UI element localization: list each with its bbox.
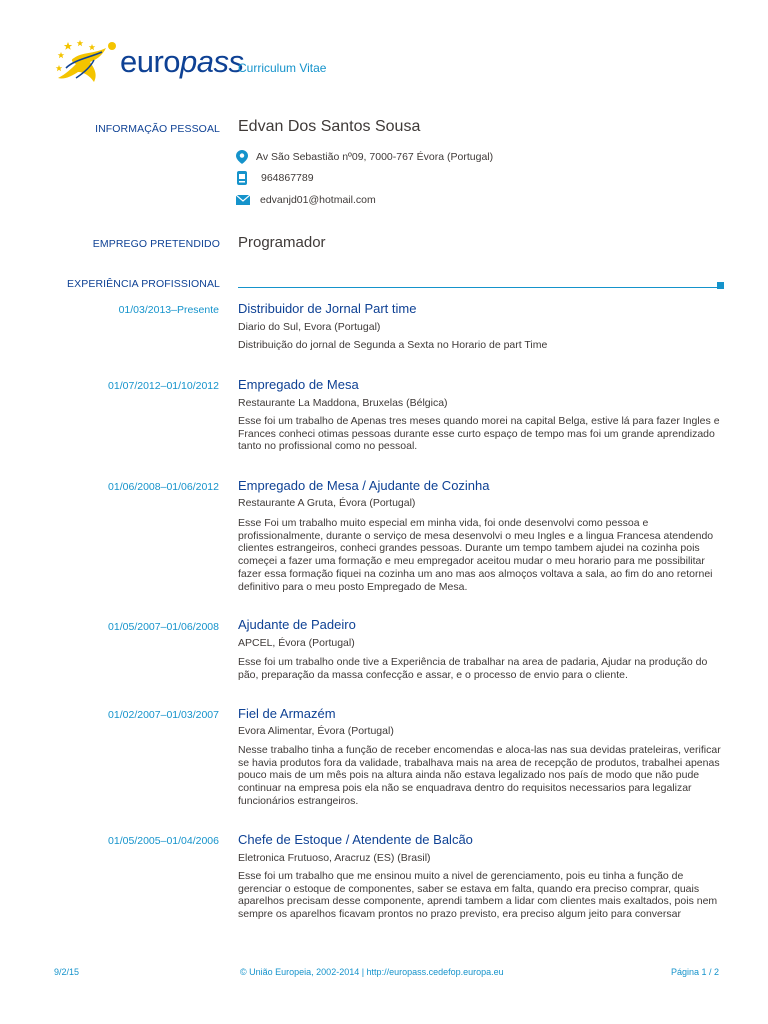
section-divider: [238, 287, 718, 288]
experience-title: Ajudante de Padeiro: [238, 617, 356, 632]
experience-employer: Evora Alimentar, Évora (Portugal): [238, 725, 394, 737]
section-label-desired-job: EMPREGO PRETENDIDO: [92, 238, 220, 250]
experience-description: Distribuição do jornal de Segunda a Sexta no Horario de part Time: [238, 339, 548, 351]
experience-dates: 01/05/2005–01/04/2006: [108, 835, 219, 847]
experience-employer: APCEL, Évora (Portugal): [238, 637, 355, 649]
experience-title: Empregado de Mesa: [238, 377, 359, 392]
experience-description: Nesse trabalho tinha a função de receber encomendas e aloca-las nas sua devidas prateleiras, verificar se havia produtos fora da validade, trabalhava mais na area de recepção de produtos, trabalhei apenas pouco mais de um mês pois na altura ainda não estava legalizado nos país de modo que não pude continuar na empresa pois ela não se enquadrava dentro do requisitos necessarios para legalizar funcionários estrangeiros.: [238, 744, 721, 807]
phone-text: 964867789: [261, 172, 314, 184]
experience-dates: 01/02/2007–01/03/2007: [108, 709, 219, 721]
experience-description: Esse Foi um trabalho muito especial em minha vida, foi onde desenvolvi como pessoa e profissionalmente, durante o serviço de mesa desenvolvi o meu Ingles e a lingua Francesa atendendo clientes estrangeiros, conheci grandes pessoas. Durante um tempo tambem ajudei na cozinha pois começei a fazer uma formação e meu empregador aceitou mudar o meu horario para me possibilitar fazer essa formação fiquei na cozinha um ano mas aos almoços voltava a sala, ao fim do ano retornei definitivo para o meu posto Empregado de Mesa.: [238, 517, 714, 593]
europass-figure-icon: [54, 38, 124, 90]
location-pin-icon: [236, 150, 248, 164]
experience-dates: 01/07/2012–01/10/2012: [108, 380, 219, 392]
experience-employer: Restaurante La Maddona, Bruxelas (Bélgica): [238, 397, 448, 409]
experience-title: Chefe de Estoque / Atendente de Balcão: [238, 832, 473, 847]
footer-page-number: Página 1 / 2: [671, 967, 720, 977]
experience-title: Fiel de Armazém: [238, 706, 336, 721]
experience-employer: Diario do Sul, Evora (Portugal): [238, 321, 381, 333]
experience-dates: 01/05/2007–01/06/2008: [108, 621, 219, 633]
address-text: Av São Sebastião nº09, 7000-767 Évora (Portugal): [256, 151, 494, 163]
footer-date: 9/2/15: [54, 967, 80, 977]
mobile-phone-icon: [236, 171, 248, 185]
experience-title: Distribuidor de Jornal Part time: [238, 301, 417, 316]
experience-employer: Restaurante A Gruta, Évora (Portugal): [238, 497, 416, 509]
email-row: [236, 194, 376, 206]
footer-copyright[interactable]: © União Europeia, 2002-2014 | http://europass.cedefop.europa.eu: [240, 967, 504, 977]
experience-employer: Eletronica Frutuoso, Aracruz (ES) (Brasil): [238, 852, 431, 864]
experience-dates: 01/03/2013–Presente: [118, 304, 219, 316]
section-divider-marker: [717, 282, 724, 289]
desired-job-title: Programador: [238, 234, 326, 251]
europass-logo: [54, 38, 244, 90]
experience-description: Esse foi um trabalho onde tive a Experiência de trabalhar na area de padaria, Ajudar na produção do pão, preparação da massa confecção e assar, e o processo de envio para o cliente.: [238, 656, 708, 681]
phone-row: [236, 171, 314, 185]
email-envelope-icon: [236, 195, 250, 205]
experience-description: Esse foi um trabalho de Apenas tres meses quando morei na capital Belga, estive lá para fazer Ingles e Frances conheci otimas pessoas durante esse curto espaço de tempo mas foi um grande aprendizado tanto no profissional como no pessoal.: [238, 415, 720, 453]
experience-description: Esse foi um trabalho que me ensinou muito a nivel de gerenciamento, pois eu tinha a função de gerenciar o estoque de componentes, saber se estava em falta, quando era preciso comprar, quais aparelhos precisam desse componente, aprendi tambem a lidar com clientes mais exaltados, pois nem sempre os aparelhos ficavam prontos no prazo previsto, era preciso algum jeito para conversar: [238, 870, 718, 921]
document-title: Curriculum Vitae: [238, 61, 327, 75]
section-label-experience: EXPERIÊNCIA PROFISSIONAL: [67, 278, 220, 290]
experience-title: Empregado de Mesa / Ajudante de Cozinha: [238, 478, 490, 493]
email-link[interactable]: edvanjd01@hotmail.com: [260, 194, 376, 206]
europass-wordmark: europass: [120, 44, 244, 79]
experience-dates: 01/06/2008–01/06/2012: [108, 481, 219, 493]
address-row: [236, 150, 493, 164]
section-label-personal: INFORMAÇÃO PESSOAL: [95, 123, 220, 135]
person-name: Edvan Dos Santos Sousa: [238, 118, 421, 135]
